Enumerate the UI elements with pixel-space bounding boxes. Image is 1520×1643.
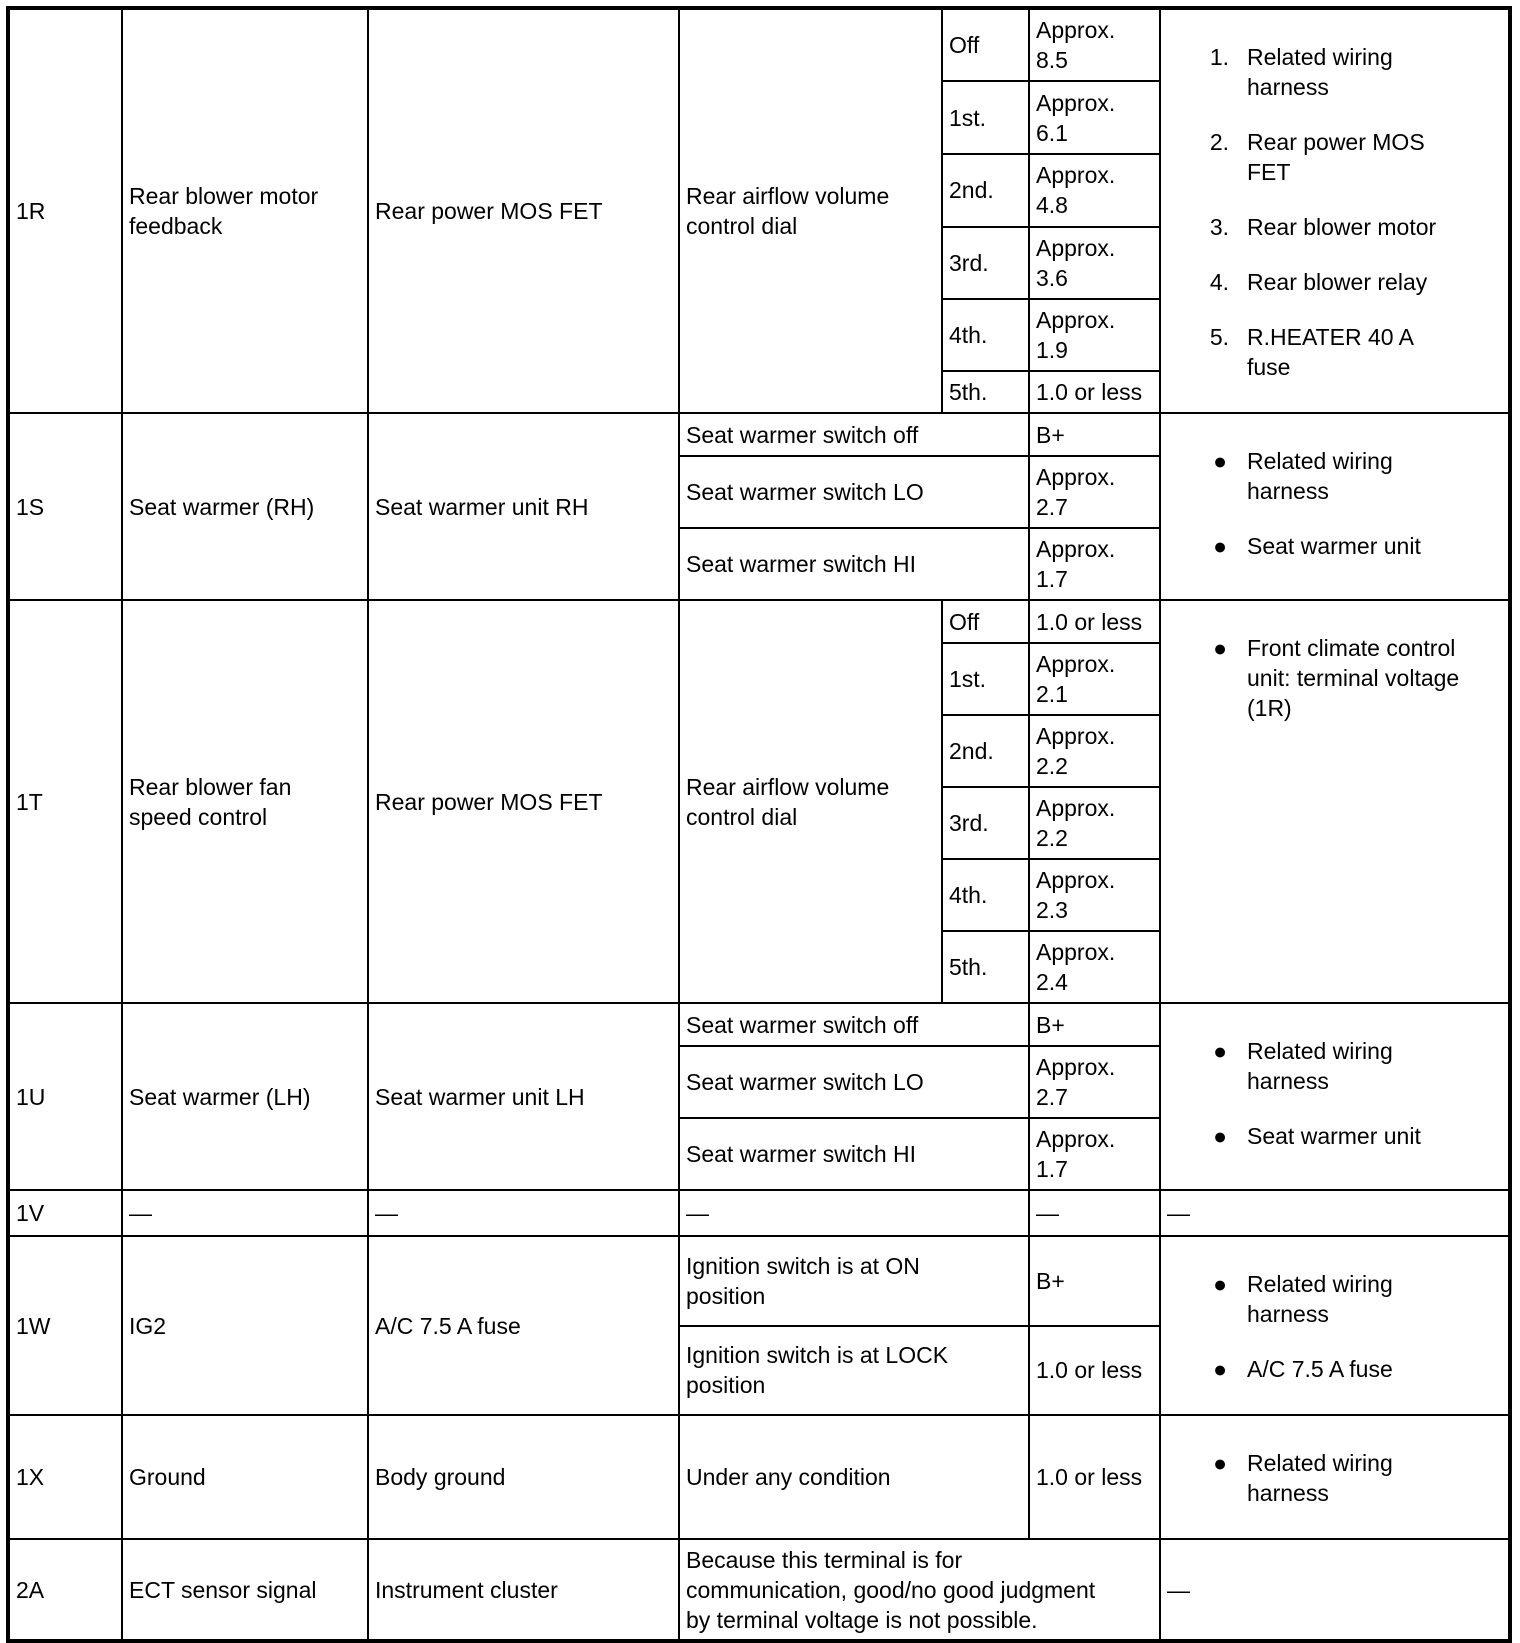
dial-position-cell: Off — [942, 8, 1029, 81]
hint-text: A/C 7.5 A fuse — [1247, 1356, 1393, 1382]
list-item — [1167, 127, 1502, 187]
voltage-cell: Approx. 3.6 — [1029, 227, 1160, 299]
inspection-hints-cell: — — [1160, 1190, 1510, 1236]
dial-position-cell: Off — [942, 600, 1029, 643]
list-item — [1167, 1036, 1502, 1096]
signal-name-cell: Ground — [122, 1415, 368, 1539]
condition-cell: Ignition switch is at LOCK position — [679, 1326, 1029, 1416]
voltage-cell: Approx. 2.3 — [1029, 859, 1160, 931]
bullet-hint-list — [1167, 1448, 1502, 1508]
list-item — [1167, 446, 1502, 506]
signal-name-cell: IG2 — [122, 1236, 368, 1415]
condition-cell: Seat warmer switch off — [679, 1003, 1029, 1046]
table-row-1T — [8, 600, 1510, 643]
voltage-cell: Approx. 4.8 — [1029, 154, 1160, 226]
list-number: 5. — [1209, 324, 1229, 350]
inspection-hints-cell — [1160, 1415, 1510, 1539]
signal-name-cell: ECT sensor signal — [122, 1539, 368, 1641]
condition-cell: Seat warmer switch HI — [679, 1118, 1029, 1190]
list-item — [1167, 633, 1502, 723]
terminal-cell: 1W — [8, 1236, 122, 1415]
hint-text: Related wiring harness — [1247, 44, 1393, 100]
condition-cell: Rear airflow volume control dial — [679, 600, 942, 1003]
bullet-icon: ● — [1213, 1038, 1227, 1064]
list-number: 3. — [1209, 214, 1229, 240]
bullet-hint-list — [1167, 633, 1502, 723]
voltage-cell: Approx. 8.5 — [1029, 8, 1160, 81]
inspection-hints-cell — [1160, 600, 1510, 1003]
hint-text: Rear blower relay — [1247, 269, 1428, 295]
bullet-icon: ● — [1213, 1356, 1227, 1382]
signal-name-cell: Rear blower fan speed control — [122, 600, 368, 1003]
voltage-cell: Approx. 2.2 — [1029, 715, 1160, 787]
condition-cell: Seat warmer switch LO — [679, 456, 1029, 528]
bullet-icon: ● — [1213, 1450, 1227, 1476]
bullet-icon: ● — [1213, 1123, 1227, 1149]
bullet-hint-list — [1167, 1269, 1502, 1384]
list-item — [1167, 212, 1502, 242]
voltage-cell: 1.0 or less — [1029, 1415, 1160, 1539]
voltage-cell: B+ — [1029, 1003, 1160, 1046]
list-item — [1167, 267, 1502, 297]
voltage-cell: Approx. 6.1 — [1029, 81, 1160, 154]
voltage-cell: Approx. 2.7 — [1029, 456, 1160, 528]
table-row-1V — [8, 1190, 1510, 1236]
dial-position-cell: 3rd. — [942, 787, 1029, 859]
hint-text: Related wiring harness — [1247, 1450, 1393, 1506]
terminal-voltage-table — [6, 6, 1512, 1643]
list-item — [1167, 1269, 1502, 1329]
signal-name-cell: Seat warmer (LH) — [122, 1003, 368, 1190]
list-number: 1. — [1209, 44, 1229, 70]
signal-name-cell: Rear blower motor feedback — [122, 8, 368, 413]
connected-to-cell: Rear power MOS FET — [368, 600, 679, 1003]
list-item — [1167, 42, 1502, 102]
dial-position-cell: 1st. — [942, 81, 1029, 154]
terminal-cell: 1X — [8, 1415, 122, 1539]
list-item — [1167, 531, 1502, 561]
condition-cell: Seat warmer switch off — [679, 413, 1029, 456]
connected-to-cell: Body ground — [368, 1415, 679, 1539]
terminal-cell: 1S — [8, 413, 122, 600]
table-row-1U — [8, 1003, 1510, 1046]
dial-position-cell: 4th. — [942, 859, 1029, 931]
list-item — [1167, 1448, 1502, 1508]
dial-position-cell: 5th. — [942, 371, 1029, 413]
voltage-cell: Approx. 2.4 — [1029, 931, 1160, 1003]
voltage-cell: 1.0 or less — [1029, 1326, 1160, 1416]
list-number: 2. — [1209, 129, 1229, 155]
dial-position-cell: 3rd. — [942, 227, 1029, 299]
hint-text: Related wiring harness — [1247, 448, 1393, 504]
bullet-icon: ● — [1213, 533, 1227, 559]
connected-to-cell: Instrument cluster — [368, 1539, 679, 1641]
signal-name-cell: — — [122, 1190, 368, 1236]
voltage-cell: Approx. 2.1 — [1029, 643, 1160, 715]
hint-text: Seat warmer unit — [1247, 533, 1421, 559]
hint-text: Rear blower motor — [1247, 214, 1437, 240]
condition-cell: Seat warmer switch HI — [679, 528, 1029, 600]
hint-text: Rear power MOS FET — [1247, 129, 1425, 185]
connected-to-cell: Seat warmer unit LH — [368, 1003, 679, 1190]
condition-cell: Under any condition — [679, 1415, 1029, 1539]
numbered-hint-list — [1167, 42, 1502, 382]
inspection-hints-cell — [1160, 413, 1510, 600]
list-item — [1167, 1354, 1502, 1384]
list-item — [1167, 1121, 1502, 1151]
table-row-1S — [8, 413, 1510, 456]
table-row-2A — [8, 1539, 1510, 1641]
list-item — [1167, 322, 1502, 382]
list-number: 4. — [1209, 269, 1229, 295]
terminal-cell: 1V — [8, 1190, 122, 1236]
connected-to-cell: Seat warmer unit RH — [368, 413, 679, 600]
voltage-cell: B+ — [1029, 1236, 1160, 1326]
condition-cell: Ignition switch is at ON position — [679, 1236, 1029, 1326]
voltage-cell: Approx. 1.9 — [1029, 299, 1160, 371]
bullet-icon: ● — [1213, 448, 1227, 474]
bullet-icon: ● — [1213, 635, 1227, 661]
terminal-cell: 1R — [8, 8, 122, 413]
voltage-cell: Approx. 1.7 — [1029, 1118, 1160, 1190]
table-row-1X — [8, 1415, 1510, 1539]
bullet-hint-list — [1167, 446, 1502, 561]
inspection-hints-cell — [1160, 1003, 1510, 1190]
communication-note-cell: Because this terminal is for communication, good/no good judgment by terminal voltage is not possible. — [679, 1539, 1160, 1641]
hint-text: Seat warmer unit — [1247, 1123, 1421, 1149]
terminal-cell: 1U — [8, 1003, 122, 1190]
voltage-cell: B+ — [1029, 413, 1160, 456]
hint-text: Front climate control unit: terminal voltage (1R) — [1247, 635, 1460, 721]
hint-text: R.HEATER 40 A fuse — [1247, 324, 1415, 380]
dial-position-cell: 2nd. — [942, 715, 1029, 787]
dial-position-cell: 5th. — [942, 931, 1029, 1003]
voltage-cell: Approx. 2.7 — [1029, 1046, 1160, 1118]
bullet-icon: ● — [1213, 1271, 1227, 1297]
dial-position-cell: 1st. — [942, 643, 1029, 715]
inspection-hints-cell: — — [1160, 1539, 1510, 1641]
dial-position-cell: 4th. — [942, 299, 1029, 371]
terminal-voltage-table-container — [6, 6, 1512, 1643]
connected-to-cell: Rear power MOS FET — [368, 8, 679, 413]
bullet-hint-list — [1167, 1036, 1502, 1151]
table-row-1W — [8, 1236, 1510, 1326]
condition-cell: — — [679, 1190, 1029, 1236]
voltage-cell: 1.0 or less — [1029, 600, 1160, 643]
signal-name-cell: Seat warmer (RH) — [122, 413, 368, 600]
inspection-hints-cell — [1160, 1236, 1510, 1415]
condition-cell: Seat warmer switch LO — [679, 1046, 1029, 1118]
table-row-1R — [8, 8, 1510, 81]
terminal-cell: 1T — [8, 600, 122, 1003]
inspection-hints-cell — [1160, 8, 1510, 413]
voltage-cell: — — [1029, 1190, 1160, 1236]
hint-text: Related wiring harness — [1247, 1038, 1393, 1094]
voltage-cell: Approx. 1.7 — [1029, 528, 1160, 600]
voltage-cell: 1.0 or less — [1029, 371, 1160, 413]
connected-to-cell: — — [368, 1190, 679, 1236]
hint-text: Related wiring harness — [1247, 1271, 1393, 1327]
connected-to-cell: A/C 7.5 A fuse — [368, 1236, 679, 1415]
terminal-cell: 2A — [8, 1539, 122, 1641]
condition-cell: Rear airflow volume control dial — [679, 8, 942, 413]
voltage-cell: Approx. 2.2 — [1029, 787, 1160, 859]
dial-position-cell: 2nd. — [942, 154, 1029, 226]
